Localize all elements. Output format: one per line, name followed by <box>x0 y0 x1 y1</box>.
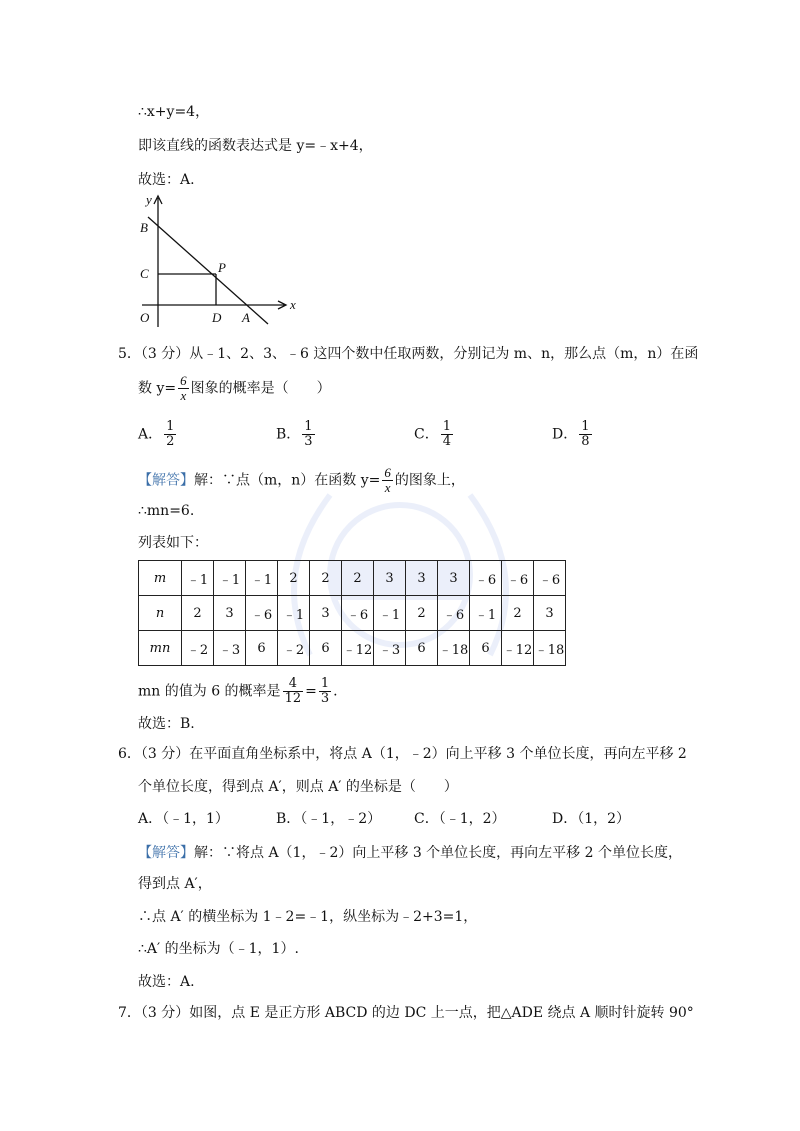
q6-stem-1: （3 分）在平面直角坐标系中，将点 A（1，﹣2）向上平移 3 个单位长度，再向左平移 2 <box>140 746 687 762</box>
frac-denominator: 12 <box>284 691 302 706</box>
table-row-header: m <box>139 561 182 596</box>
frac-denominator: 3 <box>320 691 330 706</box>
period: . <box>333 683 338 700</box>
frac-denominator: 3 <box>304 434 313 449</box>
table-cell: ﹣1 <box>470 596 502 631</box>
table-cell: 6 <box>406 631 438 666</box>
q5-answer-line-1 <box>138 466 465 495</box>
q5-stem-2b: 图象的概率是（ ） <box>190 380 331 397</box>
table-cell: ﹣6 <box>342 596 374 631</box>
q6-option-a[interactable]: A．（﹣1，1） <box>138 811 229 827</box>
q5-option-a[interactable] <box>138 420 178 449</box>
mn-table-body <box>139 561 566 666</box>
prev-line-1: ∴x+y=4， <box>138 104 210 120</box>
frac-numerator: 1 <box>442 419 451 434</box>
option-label: A． <box>138 426 163 443</box>
table-cell: 3 <box>214 596 246 631</box>
table-row <box>139 596 566 631</box>
q6-stem-line-1 <box>118 743 687 765</box>
fraction-4-over-12 <box>283 677 304 706</box>
graph-label-d: D <box>212 310 222 325</box>
q5-number: 5． <box>118 346 141 362</box>
frac-numerator: 6 <box>180 373 187 388</box>
table-cell: ﹣6 <box>534 561 566 596</box>
q5-stem-1: （3 分）从﹣1、2、3、﹣6 这四个数中任取两数，分别记为 m、n，那么点（m，n）在函 <box>140 346 699 362</box>
q5-option-d[interactable] <box>552 420 594 449</box>
table-cell: 3 <box>438 561 470 596</box>
q5-option-c[interactable] <box>414 420 455 449</box>
frac-denominator: x <box>384 480 391 495</box>
table-cell: 2 <box>182 596 214 631</box>
table-cell: ﹣6 <box>502 561 534 596</box>
option-fraction <box>441 420 453 449</box>
table-cell: ﹣12 <box>502 631 534 666</box>
frac-numerator: 1 <box>166 419 175 434</box>
q6-answer-line-3: ∴点 A′ 的横坐标为 1﹣2=﹣1，纵坐标为﹣2+3=1， <box>138 909 478 925</box>
option-label: D． <box>552 426 578 443</box>
q5-answer-line-3: 列表如下： <box>138 535 208 551</box>
table-cell: ﹣6 <box>246 596 278 631</box>
q5-answer-1a: 解：∵点（m，n）在函数 y= <box>194 472 381 489</box>
table-row-header: mn <box>139 631 182 666</box>
table-cell: 2 <box>406 596 438 631</box>
option-label: C． <box>414 426 439 443</box>
table-cell: 2 <box>278 561 310 596</box>
graph-label-y: y <box>146 192 152 207</box>
equals-sign: = <box>305 683 317 700</box>
table-cell: ﹣1 <box>214 561 246 596</box>
q6-answer-line-5: 故选：A. <box>138 974 195 990</box>
q6-answer-1: 解：∵将点 A（1，﹣2）向上平移 3 个单位长度，再向左平移 2 个单位长度， <box>194 845 682 861</box>
table-cell: ﹣6 <box>438 596 470 631</box>
line-ba <box>148 217 268 324</box>
answer-tag: 【解答】 <box>138 845 194 861</box>
q5-answer-line-2: ∴mn=6. <box>138 503 195 519</box>
table-cell: ﹣12 <box>342 631 374 666</box>
q6-number: 6． <box>118 746 141 762</box>
frac-numerator: 1 <box>581 419 590 434</box>
table-cell: ﹣2 <box>278 631 310 666</box>
table-cell: 3 <box>534 596 566 631</box>
table-cell: 2 <box>310 561 342 596</box>
prev-line-2: 即该直线的函数表达式是 y=﹣x+4， <box>138 138 373 154</box>
frac-numerator: 1 <box>320 676 330 691</box>
q6-option-d[interactable]: D．（1，2） <box>552 811 631 827</box>
q5-fraction-6-over-x <box>178 374 189 403</box>
table-cell: ﹣1 <box>278 596 310 631</box>
graph-label-x: x <box>290 297 296 312</box>
graph-label-p: P <box>218 260 226 275</box>
graph-label-a: A <box>242 310 250 325</box>
q6-option-b[interactable]: B．（﹣1，﹣2） <box>276 811 382 827</box>
fraction-1-over-3 <box>319 677 331 706</box>
table-cell: 3 <box>374 561 406 596</box>
table-row <box>139 561 566 596</box>
q6-answer-line-1 <box>138 842 682 864</box>
q7-stem-line-1 <box>118 1002 694 1024</box>
frac-numerator: 6 <box>384 465 391 480</box>
table-row <box>139 631 566 666</box>
option-fraction <box>579 420 591 449</box>
table-cell: ﹣1 <box>374 596 406 631</box>
table-cell: 3 <box>310 596 342 631</box>
table-cell: 6 <box>470 631 502 666</box>
frac-denominator: 2 <box>166 434 175 449</box>
table-cell: ﹣6 <box>470 561 502 596</box>
table-cell: ﹣2 <box>182 631 214 666</box>
q6-option-c[interactable]: C．（﹣1，2） <box>414 811 506 827</box>
mn-table <box>138 560 566 666</box>
graph-label-o: O <box>140 310 150 325</box>
answer-tag: 【解答】 <box>138 472 194 489</box>
q5-stem-2a: 数 y= <box>138 380 177 397</box>
answer-fraction-6-over-x <box>382 466 393 495</box>
table-cell: ﹣18 <box>438 631 470 666</box>
frac-denominator: 4 <box>442 434 451 449</box>
q5-answer-line-4 <box>138 677 338 706</box>
q5-stem-line-2 <box>138 374 331 403</box>
table-cell: 3 <box>406 561 438 596</box>
table-cell: 2 <box>342 561 374 596</box>
table-cell: ﹣18 <box>534 631 566 666</box>
table-row-header: n <box>139 596 182 631</box>
q6-answer-line-4: ∴A′ 的坐标为（﹣1，1）. <box>138 941 299 957</box>
coordinate-graph <box>138 192 298 332</box>
q5-stem-line-1 <box>118 343 698 365</box>
q7-stem-1: （3 分）如图，点 E 是正方形 ABCD 的边 DC 上一点，把△ADE 绕点 A 顺时针旋转 90° <box>140 1005 694 1021</box>
table-cell: 6 <box>246 631 278 666</box>
table-cell: ﹣3 <box>374 631 406 666</box>
q6-answer-line-2: 得到点 A′， <box>138 876 212 892</box>
q7-number: 7． <box>118 1005 141 1021</box>
option-fraction <box>164 420 176 449</box>
q5-answer-line-5: 故选：B. <box>138 716 195 732</box>
frac-denominator: x <box>180 388 187 403</box>
q6-stem-line-2: 个单位长度，得到点 A′，则点 A′ 的坐标是（ ） <box>138 779 458 795</box>
prev-line-3: 故选：A. <box>138 172 195 188</box>
option-fraction <box>302 420 314 449</box>
frac-denominator: 8 <box>581 434 590 449</box>
table-cell: ﹣3 <box>214 631 246 666</box>
q5-answer-4a: mn 的值为 6 的概率是 <box>138 683 281 700</box>
q5-answer-1b: 的图象上， <box>394 472 465 489</box>
q5-option-b[interactable] <box>276 420 317 449</box>
frac-numerator: 4 <box>283 677 304 692</box>
graph-label-c: C <box>140 266 149 281</box>
table-cell: 2 <box>502 596 534 631</box>
table-cell: 6 <box>310 631 342 666</box>
frac-numerator: 1 <box>304 419 313 434</box>
graph-label-b: B <box>140 220 148 235</box>
table-cell: ﹣1 <box>246 561 278 596</box>
table-cell: ﹣1 <box>182 561 214 596</box>
option-label: B． <box>276 426 301 443</box>
